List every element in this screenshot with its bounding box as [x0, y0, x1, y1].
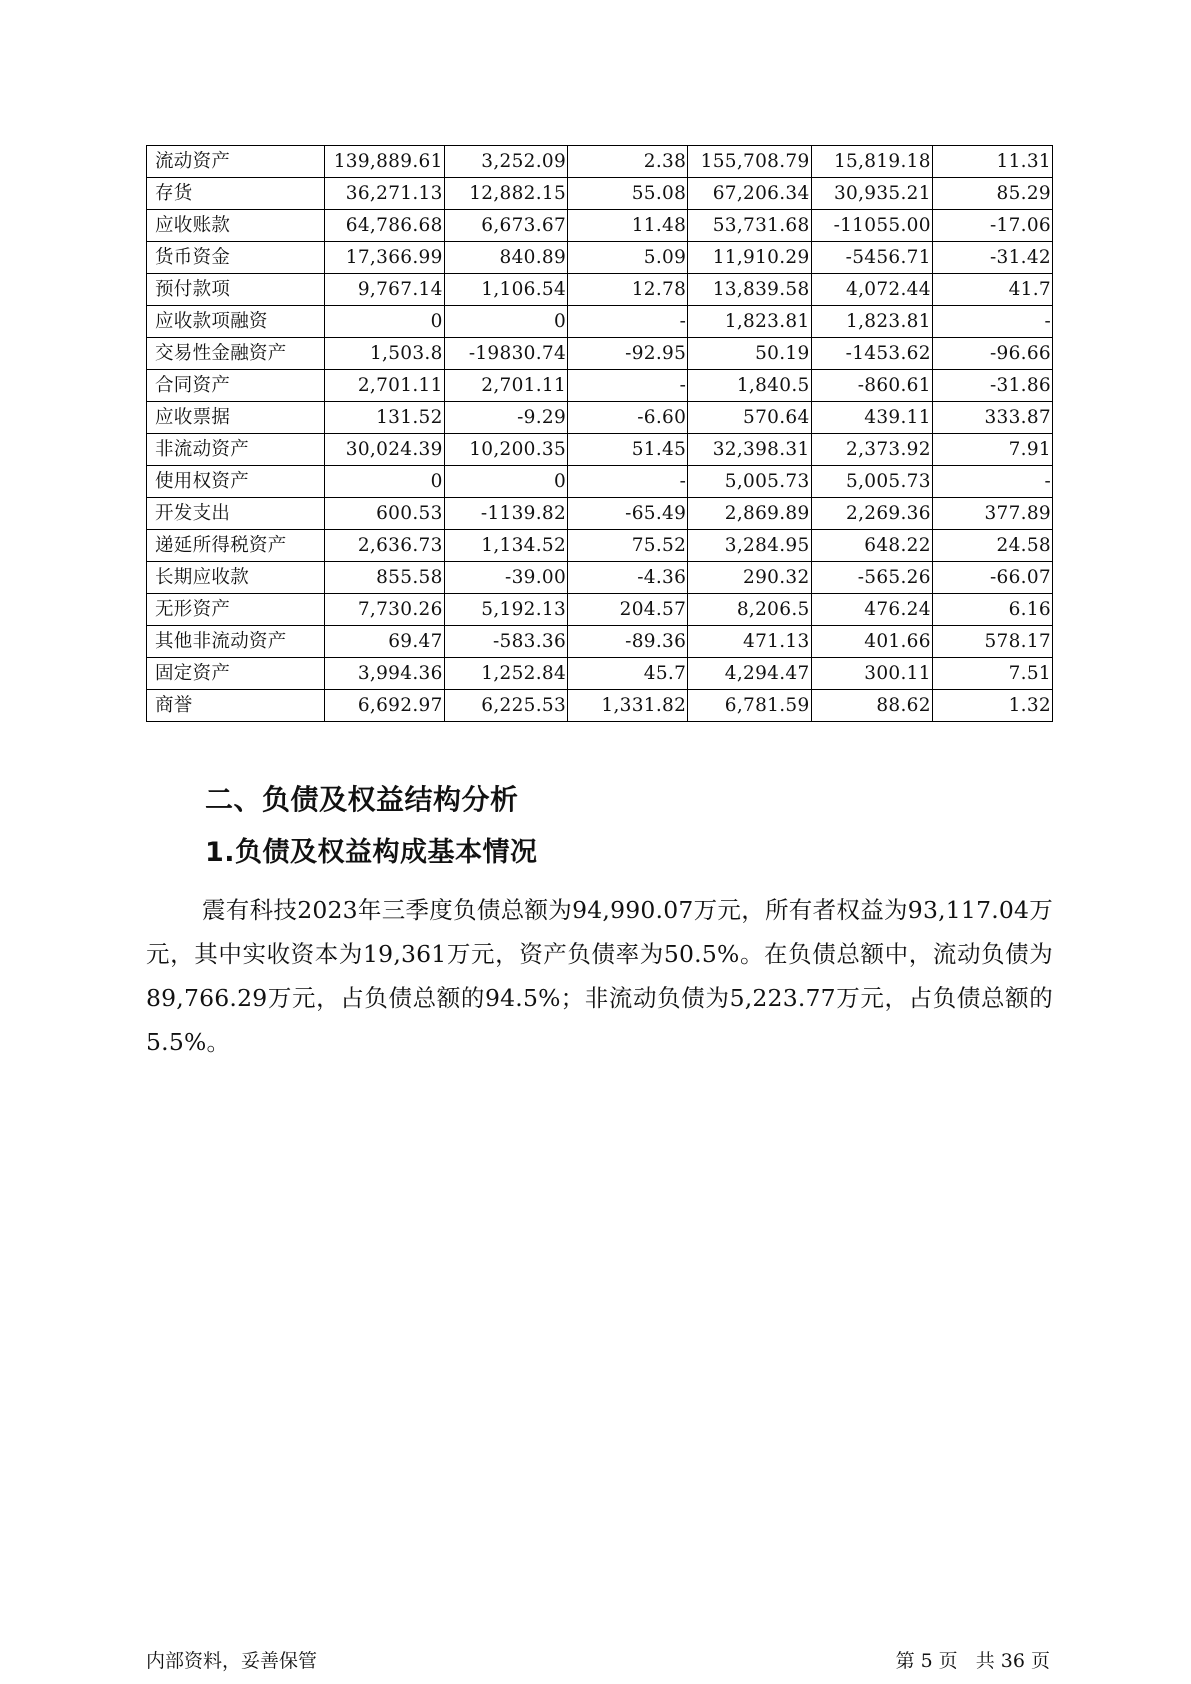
row-label-cell: 固定资产 — [147, 658, 325, 690]
value-cell: 439.11 — [811, 402, 932, 434]
table-row — [147, 338, 1053, 370]
value-cell: 401.66 — [811, 626, 932, 658]
value-cell: 1,252.84 — [444, 658, 567, 690]
value-cell: 41.7 — [932, 274, 1052, 306]
table-row — [147, 690, 1053, 722]
value-cell: 11,910.29 — [688, 242, 811, 274]
value-cell: 2,869.89 — [688, 498, 811, 530]
value-cell: 4,294.47 — [688, 658, 811, 690]
value-cell: 5,192.13 — [444, 594, 567, 626]
footer-page-indicator — [893, 1646, 1053, 1673]
value-cell: 7.51 — [932, 658, 1052, 690]
value-cell: 24.58 — [932, 530, 1052, 562]
page-number: 5 — [920, 1650, 933, 1672]
value-cell: 6.16 — [932, 594, 1052, 626]
total-prefix: 共 — [975, 1650, 995, 1672]
table-row — [147, 530, 1053, 562]
value-cell: 5,005.73 — [811, 466, 932, 498]
value-cell: 1,106.54 — [444, 274, 567, 306]
row-label-cell: 应收款项融资 — [147, 306, 325, 338]
table-row — [147, 178, 1053, 210]
value-cell: 3,284.95 — [688, 530, 811, 562]
value-cell: 1,331.82 — [568, 690, 688, 722]
value-cell: 15,819.18 — [811, 146, 932, 178]
value-cell: 204.57 — [568, 594, 688, 626]
value-cell: - — [568, 370, 688, 402]
value-cell: -31.42 — [932, 242, 1052, 274]
value-cell: 32,398.31 — [688, 434, 811, 466]
value-cell: 1,823.81 — [811, 306, 932, 338]
value-cell: -4.36 — [568, 562, 688, 594]
row-label-cell: 合同资产 — [147, 370, 325, 402]
table-body — [147, 146, 1053, 722]
row-label-cell: 应收账款 — [147, 210, 325, 242]
value-cell: - — [568, 466, 688, 498]
value-cell: 3,994.36 — [324, 658, 444, 690]
value-cell: 6,781.59 — [688, 690, 811, 722]
value-cell: 1,134.52 — [444, 530, 567, 562]
row-label-cell: 商誉 — [147, 690, 325, 722]
value-cell: 53,731.68 — [688, 210, 811, 242]
value-cell: 840.89 — [444, 242, 567, 274]
value-cell: 1,840.5 — [688, 370, 811, 402]
value-cell: 55.08 — [568, 178, 688, 210]
value-cell: 2,636.73 — [324, 530, 444, 562]
value-cell: - — [568, 306, 688, 338]
value-cell: 51.45 — [568, 434, 688, 466]
table-row — [147, 562, 1053, 594]
value-cell: 11.31 — [932, 146, 1052, 178]
row-label-cell: 货币资金 — [147, 242, 325, 274]
value-cell: 2,269.36 — [811, 498, 932, 530]
value-cell: 6,692.97 — [324, 690, 444, 722]
value-cell: 0 — [324, 306, 444, 338]
value-cell: -1453.62 — [811, 338, 932, 370]
value-cell: -39.00 — [444, 562, 567, 594]
table-row — [147, 434, 1053, 466]
row-label-cell: 存货 — [147, 178, 325, 210]
value-cell: 0 — [444, 306, 567, 338]
value-cell: -565.26 — [811, 562, 932, 594]
value-cell: -6.60 — [568, 402, 688, 434]
value-cell: 855.58 — [324, 562, 444, 594]
value-cell: 5,005.73 — [688, 466, 811, 498]
table-row — [147, 626, 1053, 658]
total-pages: 36 — [1000, 1650, 1025, 1672]
table-row — [147, 146, 1053, 178]
value-cell: -11055.00 — [811, 210, 932, 242]
body-paragraph: 震有科技2023年三季度负债总额为94,990.07万元，所有者权益为93,117.04万元，其中实收资本为19,361万元，资产负债率为50.5%。在负债总额中，流动负债为89,766.29万元，占负债总额的94.5%；非流动负债为5,223.77万元，占负债总额的5.5%。 — [146, 896, 1053, 1056]
value-cell: 2,373.92 — [811, 434, 932, 466]
value-cell: 0 — [324, 466, 444, 498]
value-cell: 5.09 — [568, 242, 688, 274]
page-suffix: 页 — [938, 1650, 958, 1672]
value-cell: 50.19 — [688, 338, 811, 370]
table-row — [147, 466, 1053, 498]
value-cell: 476.24 — [811, 594, 932, 626]
value-cell: - — [932, 306, 1052, 338]
table-row — [147, 242, 1053, 274]
table-row — [147, 402, 1053, 434]
value-cell: 69.47 — [324, 626, 444, 658]
value-cell: -92.95 — [568, 338, 688, 370]
value-cell: -9.29 — [444, 402, 567, 434]
value-cell: 139,889.61 — [324, 146, 444, 178]
value-cell: -19830.74 — [444, 338, 567, 370]
value-cell: 12.78 — [568, 274, 688, 306]
value-cell: 2,701.11 — [324, 370, 444, 402]
value-cell: 131.52 — [324, 402, 444, 434]
value-cell: 30,024.39 — [324, 434, 444, 466]
value-cell: 570.64 — [688, 402, 811, 434]
row-label-cell: 应收票据 — [147, 402, 325, 434]
value-cell: 578.17 — [932, 626, 1052, 658]
total-suffix: 页 — [1030, 1650, 1050, 1672]
value-cell: 6,225.53 — [444, 690, 567, 722]
value-cell: 75.52 — [568, 530, 688, 562]
value-cell: -66.07 — [932, 562, 1052, 594]
row-label-cell: 预付款项 — [147, 274, 325, 306]
table-row — [147, 210, 1053, 242]
row-label-cell: 非流动资产 — [147, 434, 325, 466]
value-cell: 17,366.99 — [324, 242, 444, 274]
value-cell: 377.89 — [932, 498, 1052, 530]
subsection-heading: 1.负债及权益构成基本情况 — [205, 837, 538, 868]
value-cell: 8,206.5 — [688, 594, 811, 626]
value-cell: 1,503.8 — [324, 338, 444, 370]
value-cell: 4,072.44 — [811, 274, 932, 306]
row-label-cell: 流动资产 — [147, 146, 325, 178]
value-cell: - — [932, 466, 1052, 498]
value-cell: 155,708.79 — [688, 146, 811, 178]
value-cell: 290.32 — [688, 562, 811, 594]
value-cell: 67,206.34 — [688, 178, 811, 210]
page-prefix: 第 — [895, 1650, 915, 1672]
row-label-cell: 使用权资产 — [147, 466, 325, 498]
value-cell: 13,839.58 — [688, 274, 811, 306]
value-cell: 12,882.15 — [444, 178, 567, 210]
footer-confidential-note: 内部资料，妥善保管 — [146, 1650, 318, 1672]
value-cell: -31.86 — [932, 370, 1052, 402]
value-cell: 1,823.81 — [688, 306, 811, 338]
value-cell: -1139.82 — [444, 498, 567, 530]
value-cell: 648.22 — [811, 530, 932, 562]
row-label-cell: 长期应收款 — [147, 562, 325, 594]
table-row — [147, 594, 1053, 626]
balance-sheet-table — [146, 145, 1053, 722]
value-cell: 10,200.35 — [444, 434, 567, 466]
row-label-cell: 递延所得税资产 — [147, 530, 325, 562]
value-cell: 0 — [444, 466, 567, 498]
value-cell: -17.06 — [932, 210, 1052, 242]
value-cell: 2,701.11 — [444, 370, 567, 402]
row-label-cell: 其他非流动资产 — [147, 626, 325, 658]
value-cell: -5456.71 — [811, 242, 932, 274]
value-cell: 300.11 — [811, 658, 932, 690]
value-cell: 2.38 — [568, 146, 688, 178]
value-cell: 88.62 — [811, 690, 932, 722]
value-cell: -65.49 — [568, 498, 688, 530]
table-row — [147, 658, 1053, 690]
value-cell: 85.29 — [932, 178, 1052, 210]
table-row — [147, 306, 1053, 338]
value-cell: -583.36 — [444, 626, 567, 658]
value-cell: 7,730.26 — [324, 594, 444, 626]
value-cell: 3,252.09 — [444, 146, 567, 178]
value-cell: 471.13 — [688, 626, 811, 658]
value-cell: 1.32 — [932, 690, 1052, 722]
row-label-cell: 交易性金融资产 — [147, 338, 325, 370]
value-cell: -89.36 — [568, 626, 688, 658]
value-cell: 11.48 — [568, 210, 688, 242]
value-cell: -96.66 — [932, 338, 1052, 370]
value-cell: 45.7 — [568, 658, 688, 690]
table-row — [147, 498, 1053, 530]
value-cell: 600.53 — [324, 498, 444, 530]
value-cell: 64,786.68 — [324, 210, 444, 242]
section-heading: 二、负债及权益结构分析 — [205, 783, 519, 816]
table-row — [147, 370, 1053, 402]
value-cell: 9,767.14 — [324, 274, 444, 306]
row-label-cell: 无形资产 — [147, 594, 325, 626]
value-cell: 333.87 — [932, 402, 1052, 434]
value-cell: 36,271.13 — [324, 178, 444, 210]
value-cell: 7.91 — [932, 434, 1052, 466]
value-cell: 6,673.67 — [444, 210, 567, 242]
value-cell: 30,935.21 — [811, 178, 932, 210]
table-row — [147, 274, 1053, 306]
row-label-cell: 开发支出 — [147, 498, 325, 530]
value-cell: -860.61 — [811, 370, 932, 402]
